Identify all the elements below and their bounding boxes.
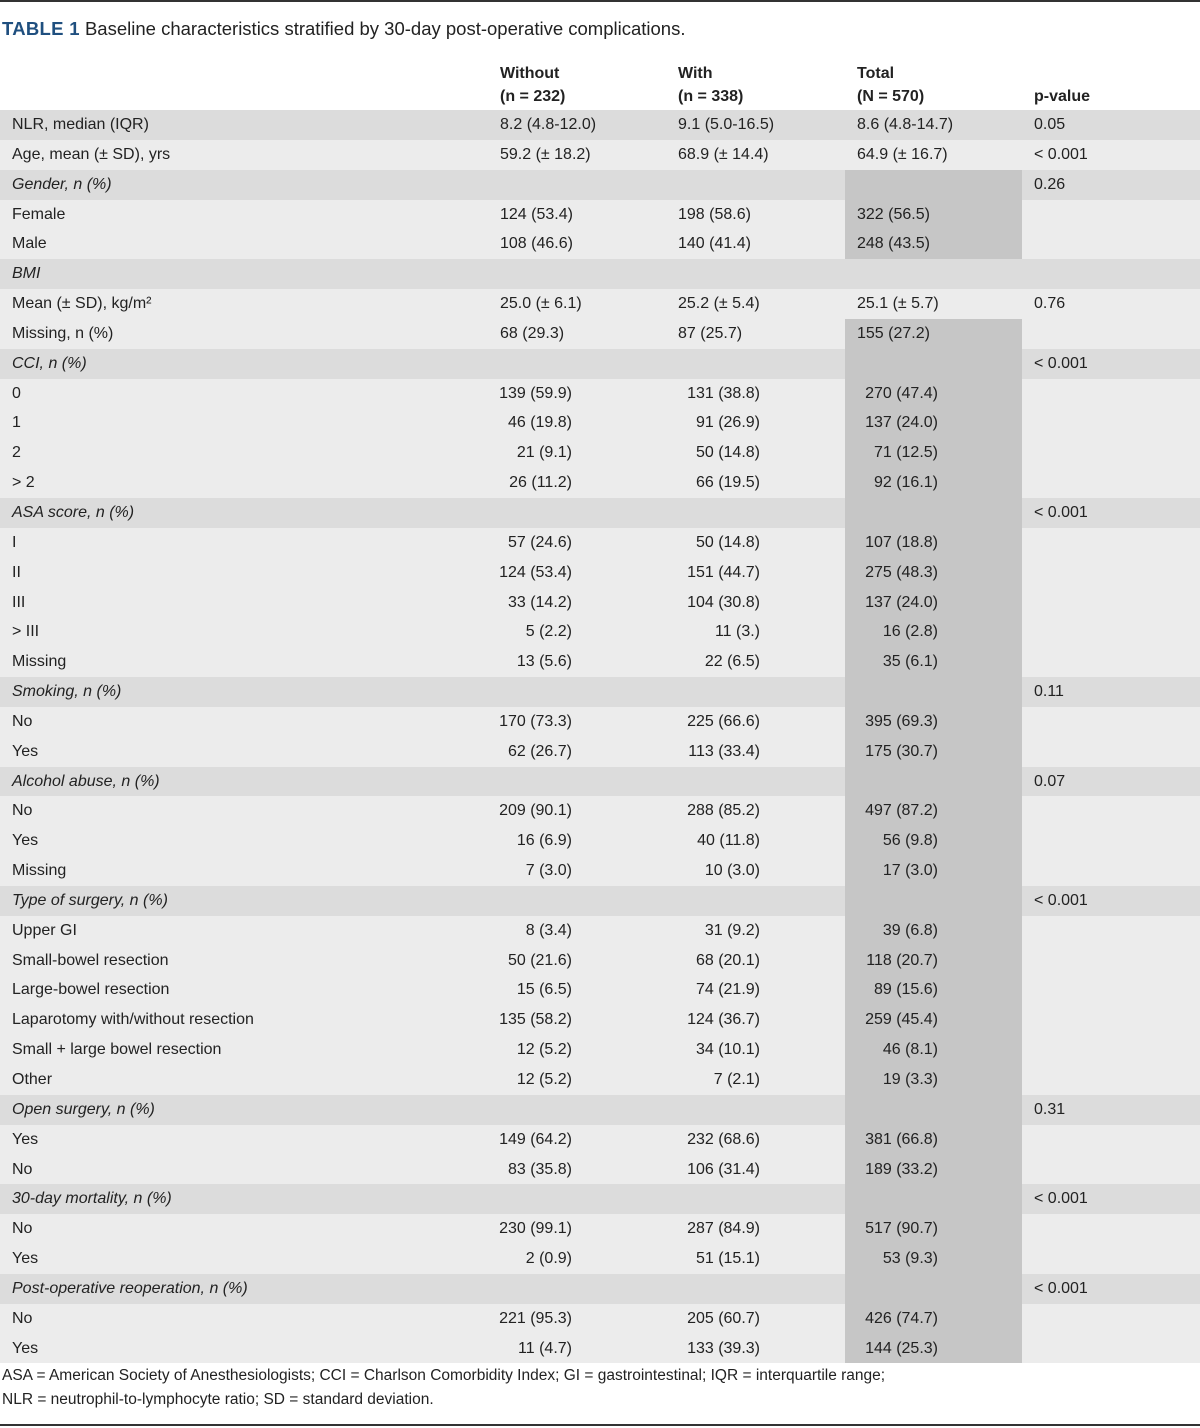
cell-total: 517 (90.7) [865,1220,938,1238]
table-row [0,826,1200,856]
cell-without: 68 (29.3) [500,324,565,342]
row-label: Gender, n (%) [12,175,112,193]
cell-total: 107 (18.8) [865,533,938,551]
cell-without: 11 (4.7) [518,1339,572,1357]
table-row [0,558,1200,588]
table-row [0,856,1200,886]
total-column-shade [845,170,1022,200]
cell-with: 34 (10.1) [695,1041,760,1059]
row-label: Yes [12,1130,39,1148]
cell-with: 232 (68.6) [687,1130,760,1148]
cell-pvalue: 0.76 [1034,295,1066,313]
table-row [0,140,1200,170]
cell-without: 62 (26.7) [507,742,572,760]
table-row [0,438,1200,468]
table-row [0,1005,1200,1035]
cell-with: 11 (3.) [714,623,760,641]
cell-with: 140 (41.4) [678,235,751,253]
footnote-line-1: ASA = American Society of Anesthesiologists; CCI = Charlson Comorbidity Index; GI = gastrointestinal; IQR = interquartile range; [2,1367,886,1384]
cell-with: 68.9 (± 14.4) [678,145,769,163]
total-column-shade [845,1095,1022,1125]
cell-with: 91 (26.9) [695,414,760,432]
row-label: Type of surgery, n (%) [12,891,168,909]
row-label: No [12,1309,33,1327]
cell-with: 7 (2.1) [713,1071,760,1088]
table-row [0,796,1200,826]
cell-with: 40 (11.8) [697,832,760,850]
table-row [0,677,1200,707]
cell-pvalue: 0.05 [1034,116,1066,133]
cell-with: 10 (3.0) [704,862,760,880]
cell-with: 225 (66.6) [687,712,760,730]
cell-total: 426 (74.7) [865,1309,938,1327]
table-row [0,1304,1200,1334]
header-with-n: (n = 338) [678,88,744,105]
cell-total: 71 (12.5) [873,444,938,462]
cell-total: 46 (8.1) [882,1041,938,1059]
table-row [0,468,1200,498]
cell-without: 5 (2.2) [525,623,572,641]
cell-with: 288 (85.2) [687,802,760,820]
cell-pvalue: < 0.001 [1034,891,1088,909]
cell-without: 8 (3.4) [525,921,572,939]
cell-without: 135 (58.2) [499,1011,572,1029]
row-label: Other [12,1071,53,1088]
header-with [678,62,743,108]
cell-total: 259 (45.4) [865,1011,938,1029]
cell-with: 133 (39.3) [687,1339,760,1357]
row-label: > 2 [12,474,35,492]
cell-total: 118 (20.7) [866,951,938,969]
table-row [0,1214,1200,1244]
header-total [857,62,924,108]
table-number: TABLE 1 [2,18,80,39]
cell-without: 2 (0.9) [525,1250,572,1268]
total-column-shade [845,1274,1022,1304]
row-label: Missing [12,653,67,671]
table-row [0,229,1200,259]
row-label: No [12,712,33,730]
row-label: NLR, median (IQR) [12,116,149,133]
cell-without: 26 (11.2) [509,474,572,492]
row-label: 0 [12,384,21,402]
table-row [0,110,1200,140]
row-label: Small + large bowel resection [12,1041,222,1059]
table-row [0,259,1200,289]
table-row [0,737,1200,767]
cell-with: 104 (30.8) [687,593,760,611]
table-row [0,289,1200,319]
cell-without: 170 (73.3) [499,712,572,730]
bottom-rule [0,1424,1200,1426]
header-total-title: Total [857,65,895,82]
cell-total: 19 (3.3) [882,1071,938,1088]
cell-total: 53 (9.3) [882,1250,938,1268]
cell-total: 56 (9.8) [882,832,938,850]
row-label: Missing, n (%) [12,324,114,342]
cell-pvalue: 0.31 [1034,1100,1066,1118]
row-label: Missing [12,862,67,880]
table-row [0,200,1200,230]
table-row [0,1125,1200,1155]
row-label: Age, mean (± SD), yrs [12,145,171,163]
header-without-title: Without [500,65,560,82]
row-label: Upper GI [12,921,77,939]
cell-with: 50 (14.8) [695,444,760,462]
cell-with: 66 (19.5) [695,474,760,492]
cell-with: 51 (15.1) [695,1250,760,1268]
table-row [0,1334,1200,1364]
row-label: Large-bowel resection [12,981,170,999]
table-header [0,62,1200,112]
row-label: Small-bowel resection [12,951,169,969]
row-label: Yes [12,1250,39,1268]
row-label: No [12,1220,33,1238]
cell-with: 25.2 (± 5.4) [678,295,760,313]
cell-total: 144 (25.3) [865,1339,938,1357]
cell-pvalue: 0.11 [1034,683,1064,701]
cell-without: 50 (21.6) [507,951,572,969]
cell-total: 381 (66.8) [865,1130,938,1148]
table-row [0,1274,1200,1304]
cell-without: 15 (6.5) [516,981,572,999]
cell-total: 39 (6.8) [882,921,938,939]
table-row [0,1095,1200,1125]
row-label: III [12,593,26,611]
row-label: Male [12,235,47,253]
cell-total: 16 (2.8) [882,623,938,641]
cell-total: 137 (24.0) [865,414,938,432]
cell-without: 221 (95.3) [499,1309,572,1327]
cell-total: 497 (87.2) [865,802,938,820]
cell-without: 21 (9.1) [516,444,572,462]
cell-without: 12 (5.2) [516,1071,572,1088]
table-row [0,379,1200,409]
cell-without: 7 (3.0) [525,862,572,880]
cell-without: 124 (53.4) [500,205,573,223]
table-row [0,1244,1200,1274]
cell-total: 17 (3.0) [882,862,938,880]
row-label: Female [12,205,66,223]
cell-total: 189 (33.2) [865,1160,938,1178]
table-caption [2,18,685,40]
row-label: Yes [12,1339,39,1357]
cell-with: 87 (25.7) [678,324,743,342]
cell-without: 8.2 (4.8-12.0) [500,116,597,133]
cell-pvalue: < 0.001 [1034,503,1088,521]
cell-total: 322 (56.5) [857,205,930,223]
table-title: Baseline characteristics stratified by 30-day post-operative complications. [84,18,686,39]
table-row [0,886,1200,916]
table-footnote [2,1364,1198,1412]
cell-without: 46 (19.8) [507,414,572,432]
table-row [0,528,1200,558]
total-column-shade [845,1184,1022,1214]
cell-without: 13 (5.6) [516,653,572,671]
table-row [0,647,1200,677]
cell-without: 124 (53.4) [499,563,572,581]
cell-pvalue: 0.07 [1034,772,1066,790]
cell-total: 175 (30.7) [865,742,938,760]
table-row [0,767,1200,797]
cell-without: 83 (35.8) [507,1160,572,1178]
table-row [0,349,1200,379]
total-column-shade [845,498,1022,528]
header-with-title: With [678,65,713,82]
row-label: CCI, n (%) [12,354,87,372]
total-column-shade [845,259,1022,289]
row-label: Yes [12,832,39,850]
cell-without: 16 (6.9) [516,832,572,850]
cell-with: 106 (31.4) [687,1160,760,1178]
cell-total: 92 (16.1) [873,474,938,492]
cell-without: 25.0 (± 6.1) [500,295,582,313]
table-row [0,1065,1200,1095]
header-without [500,62,565,108]
cell-total: 270 (47.4) [865,384,938,402]
total-column-shade [845,349,1022,379]
total-column-shade [845,767,1022,797]
table-row [0,975,1200,1005]
cell-with: 31 (9.2) [704,921,760,939]
cell-with: 50 (14.8) [695,533,760,551]
row-label: ASA score, n (%) [12,503,135,521]
cell-pvalue: 0.26 [1034,175,1066,193]
row-label: No [12,802,33,820]
row-label: II [12,563,21,581]
header-pvalue: p-value [1034,88,1091,105]
row-label: BMI [12,265,41,283]
row-label: No [12,1160,33,1178]
cell-without: 139 (59.9) [499,384,572,402]
table-row [0,588,1200,618]
cell-without: 59.2 (± 18.2) [500,145,591,163]
row-label: I [12,533,17,551]
cell-without: 230 (99.1) [499,1220,572,1238]
cell-without: 12 (5.2) [516,1041,572,1059]
table-row [0,1035,1200,1065]
header-without-n: (n = 232) [500,88,566,105]
footnote-line-2: NLR = neutrophil-to-lymphocyte ratio; SD = standard deviation. [2,1391,434,1408]
row-label: Alcohol abuse, n (%) [12,772,160,790]
cell-total: 8.6 (4.8-14.7) [857,116,954,133]
cell-total: 155 (27.2) [857,324,930,342]
cell-total: 275 (48.3) [865,563,938,581]
table-row [0,1184,1200,1214]
cell-without: 57 (24.6) [507,533,572,551]
cell-total: 64.9 (± 16.7) [857,145,948,163]
row-label: Post-operative reoperation, n (%) [12,1279,248,1297]
row-label: Yes [12,742,39,760]
cell-with: 68 (20.1) [695,951,760,969]
table-row [0,170,1200,200]
cell-total: 35 (6.1) [882,653,938,671]
cell-total: 248 (43.5) [857,235,930,253]
table-row [0,408,1200,438]
table-row [0,1155,1200,1185]
row-label: 1 [12,414,21,432]
cell-total: 137 (24.0) [865,593,938,611]
table-body [0,110,1200,1363]
row-label: Smoking, n (%) [12,683,122,701]
table-row [0,498,1200,528]
header-total-n: (N = 570) [857,88,925,105]
cell-with: 287 (84.9) [687,1220,760,1238]
row-label: 2 [12,444,21,462]
cell-with: 151 (44.7) [687,563,760,581]
cell-without: 108 (46.6) [500,235,573,253]
cell-total: 395 (69.3) [865,712,938,730]
cell-without: 33 (14.2) [507,593,572,611]
cell-pvalue: < 0.001 [1034,145,1088,163]
cell-with: 205 (60.7) [687,1309,760,1327]
row-label: Open surgery, n (%) [12,1100,155,1118]
table-row [0,916,1200,946]
cell-total: 89 (15.6) [873,981,938,999]
table-row [0,319,1200,349]
cell-without: 149 (64.2) [499,1130,572,1148]
total-column-shade [845,677,1022,707]
cell-with: 74 (21.9) [695,981,760,999]
cell-pvalue: < 0.001 [1034,354,1088,372]
table-row [0,617,1200,647]
cell-with: 22 (6.5) [704,653,760,671]
total-column-shade [845,886,1022,916]
row-label: 30-day mortality, n (%) [12,1190,172,1208]
cell-pvalue: < 0.001 [1034,1279,1088,1297]
cell-with: 9.1 (5.0-16.5) [678,116,775,133]
row-label: Mean (± SD), kg/m² [12,295,152,313]
row-label: Laparotomy with/without resection [12,1011,254,1029]
table-row [0,707,1200,737]
cell-with: 198 (58.6) [678,205,751,223]
cell-total: 25.1 (± 5.7) [857,295,939,313]
top-rule [0,0,1200,2]
row-label: > III [12,623,40,641]
cell-with: 131 (38.8) [687,384,760,402]
cell-pvalue: < 0.001 [1034,1190,1088,1208]
cell-with: 113 (33.4) [688,742,760,760]
cell-with: 124 (36.7) [687,1011,760,1029]
cell-without: 209 (90.1) [499,802,572,820]
table-row [0,946,1200,976]
